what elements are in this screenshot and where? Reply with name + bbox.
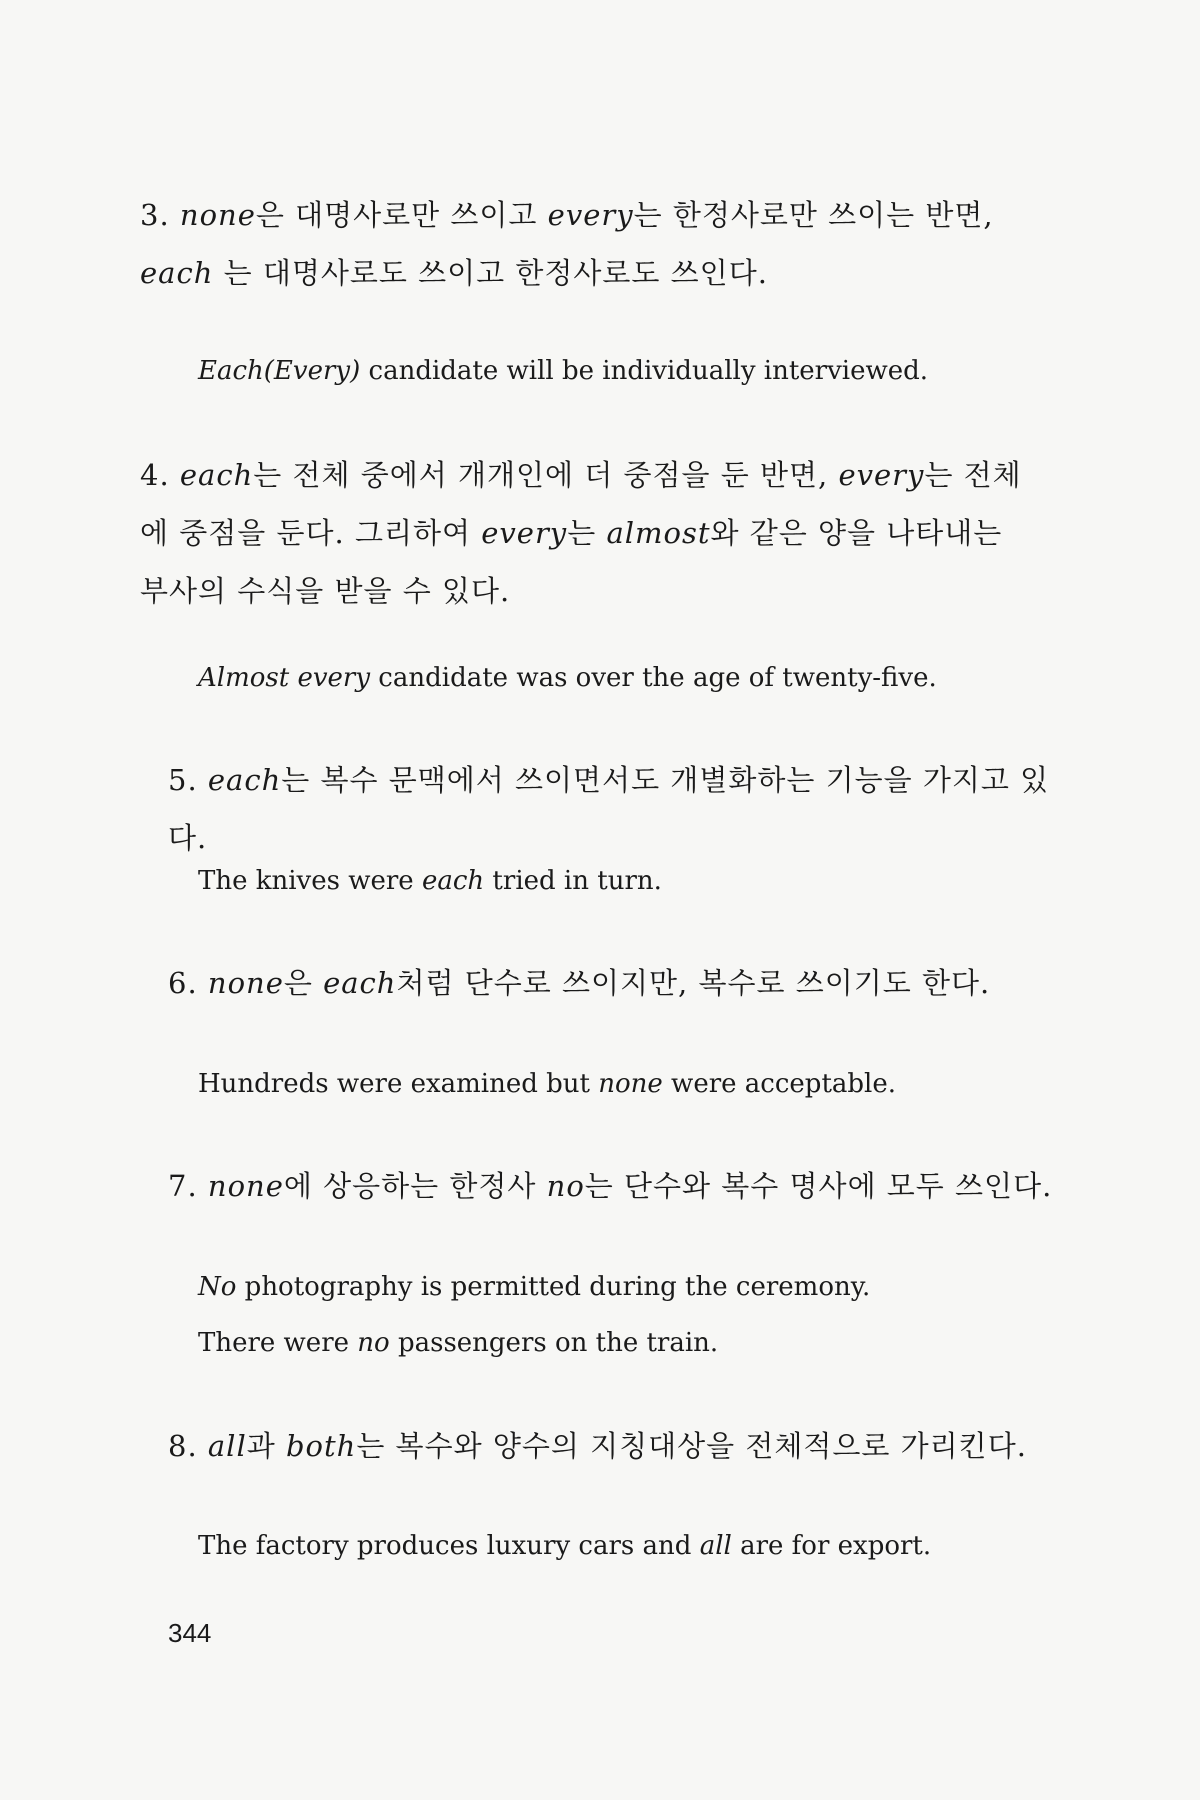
rule-8 xyxy=(168,1417,1068,1475)
example-7b-segment: no xyxy=(357,1328,390,1358)
rule-4-segment: 와 같은 양을 나타내는 부사의 수식을 받을 수 있다. xyxy=(140,516,1003,608)
example-5-segment: The knives were xyxy=(198,866,422,896)
rule-7-segment: 7. xyxy=(168,1169,208,1203)
rule-3 xyxy=(140,186,1040,302)
rule-6 xyxy=(168,954,1068,1012)
rule-5-segment: each xyxy=(207,763,282,797)
page-number: 344 xyxy=(168,1618,212,1648)
rule-5-segment: 5. xyxy=(168,763,208,797)
rule-4-segment: 4. xyxy=(140,458,180,492)
rule-6-segment: 6. xyxy=(168,966,208,1000)
example-7b xyxy=(198,1315,1078,1371)
rule-3-segment: 는 대명사로도 쓰이고 한정사로도 쓰인다. xyxy=(213,256,768,290)
rule-6-segment: none xyxy=(207,966,284,1000)
example-5-segment: tried in turn. xyxy=(484,866,662,896)
rule-7 xyxy=(168,1157,1068,1215)
rule-8-segment: 과 xyxy=(246,1429,286,1463)
example-8-segment: all xyxy=(699,1531,732,1561)
rule-3-segment: none xyxy=(179,198,256,232)
rule-3-segment: 은 대명사로만 쓰이고 xyxy=(255,198,548,232)
rule-7-segment: 에 상응하는 한정사 xyxy=(283,1169,547,1203)
rule-4-segment: 는 xyxy=(567,516,607,550)
rule-4-segment: 는 전체 중에서 개개인에 더 중점을 둔 반면, xyxy=(253,458,839,492)
rule-3-segment: 3. xyxy=(140,198,180,232)
example-6-segment: were acceptable. xyxy=(662,1069,896,1099)
example-5 xyxy=(198,853,1078,909)
example-7a xyxy=(198,1259,1078,1315)
example-8-segment: The factory produces luxury cars and xyxy=(198,1531,700,1561)
rule-4-segment: almost xyxy=(606,516,711,550)
rule-3-segment: every xyxy=(547,198,634,232)
example-6 xyxy=(198,1056,1078,1112)
rule-7-segment: no xyxy=(546,1169,585,1203)
example-5-segment: each xyxy=(421,866,485,896)
rule-7-segment: none xyxy=(207,1169,284,1203)
example-3-segment: candidate will be individually interviewed. xyxy=(360,356,929,386)
example-8 xyxy=(198,1518,1078,1574)
rule-4-segment: each xyxy=(179,458,254,492)
rule-4-segment: 는 전체에 중점을 둔다. 그리하여 xyxy=(140,458,1022,550)
rule-5-segment: 는 복수 문맥에서 쓰이면서도 개별화하는 기능을 가지고 있다. xyxy=(168,763,1050,855)
rule-8-segment: all xyxy=(207,1429,247,1463)
rule-3-segment: 는 한정사로만 쓰이는 반면, xyxy=(633,198,994,232)
example-7b-segment: There were xyxy=(198,1328,358,1358)
example-4-segment: candidate was over the age of twenty-five. xyxy=(370,663,937,693)
rule-4-segment: every xyxy=(481,516,568,550)
rule-6-segment: each xyxy=(323,966,397,1000)
example-3 xyxy=(198,343,1078,399)
rule-8-segment: 는 복수와 양수의 지칭대상을 전체적으로 가리킨다. xyxy=(356,1429,1027,1463)
rule-7-segment: 는 단수와 복수 명사에 모두 쓰인다. xyxy=(584,1169,1053,1203)
example-6-segment: none xyxy=(598,1069,663,1099)
example-4-segment: Almost every xyxy=(198,663,371,693)
rule-6-segment: 은 xyxy=(283,966,324,1000)
example-8-segment: are for export. xyxy=(731,1531,932,1561)
rule-8-segment: both xyxy=(285,1429,357,1463)
example-7a-segment: photography is permitted during the ceremony. xyxy=(236,1272,871,1302)
example-6-segment: Hundreds were examined but xyxy=(198,1069,599,1099)
example-4 xyxy=(198,650,1078,706)
rule-5 xyxy=(168,751,1068,867)
rule-8-segment: 8. xyxy=(168,1429,208,1463)
rule-4-segment: every xyxy=(838,458,925,492)
rule-3-segment: each xyxy=(140,256,214,290)
rule-6-segment: 처럼 단수로 쓰이지만, 복수로 쓰이기도 한다. xyxy=(396,966,991,1000)
rule-4 xyxy=(140,446,1040,620)
example-7a-segment: No xyxy=(198,1272,237,1302)
example-3-segment: Each(Every) xyxy=(198,356,361,386)
example-7b-segment: passengers on the train. xyxy=(389,1328,719,1358)
